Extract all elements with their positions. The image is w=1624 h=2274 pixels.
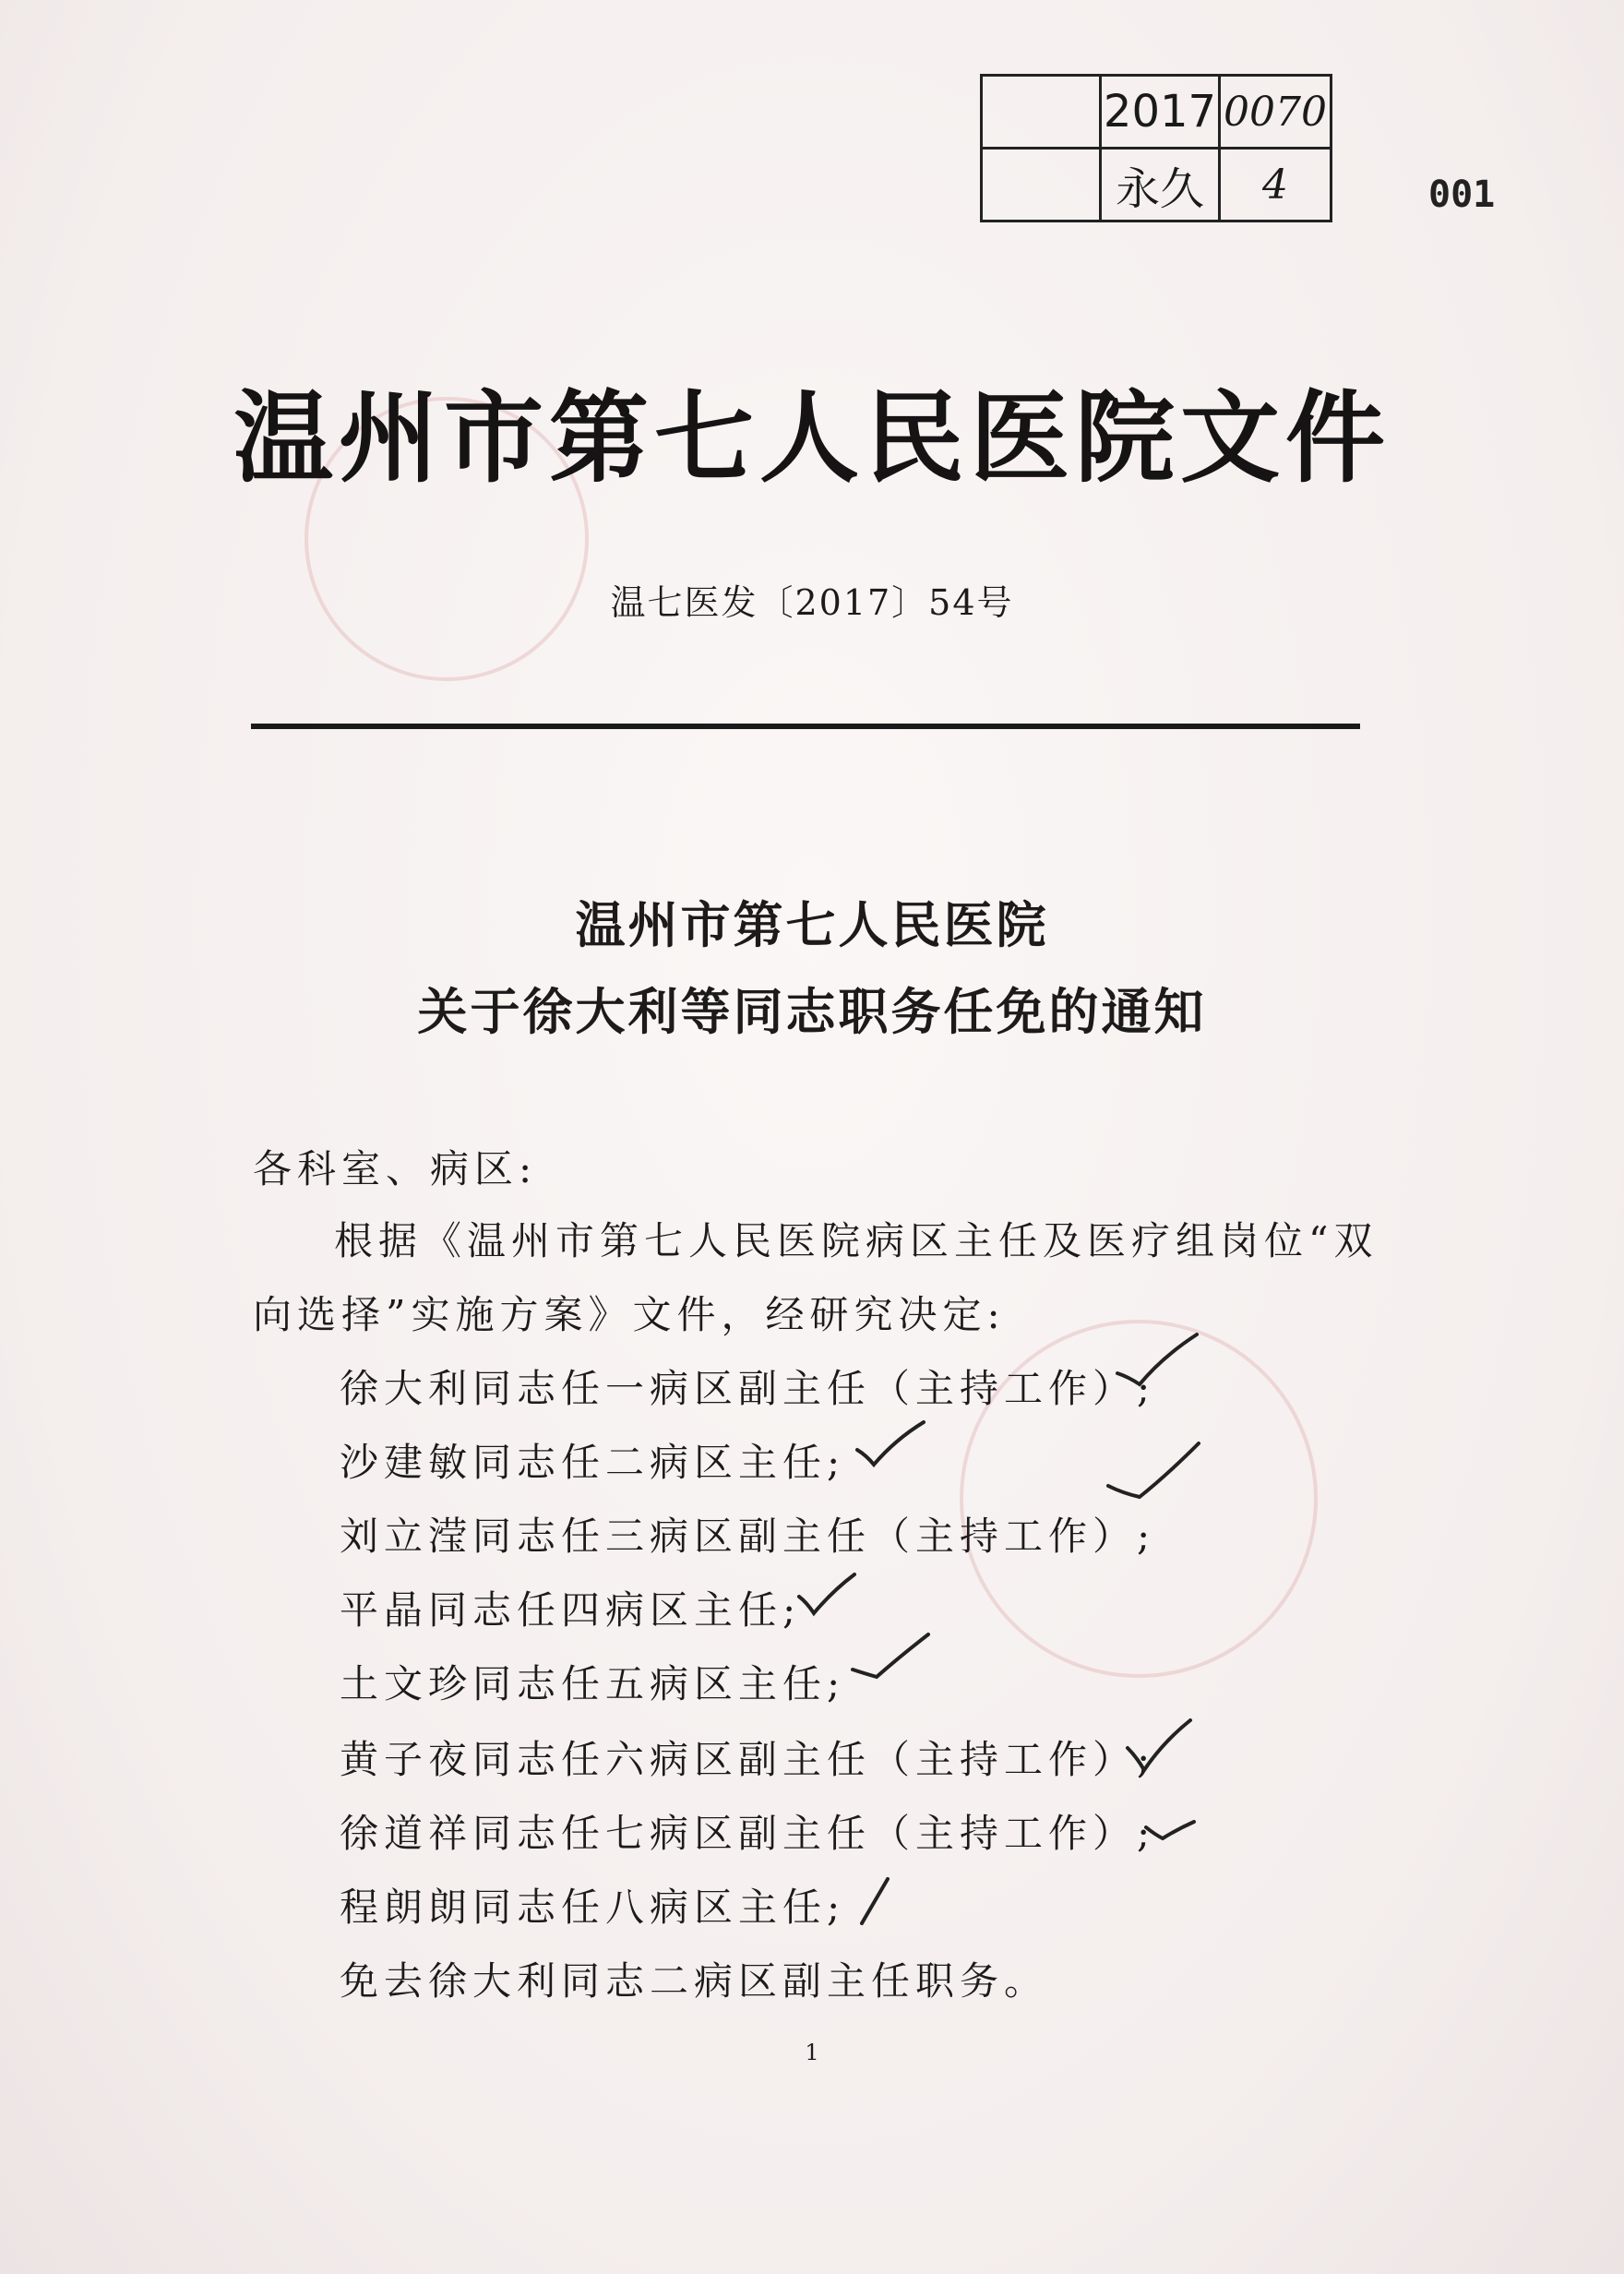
check-mark-icon xyxy=(1112,1329,1204,1394)
notice-title-line1: 温州市第七人民医院 xyxy=(575,896,1049,954)
appointment-item: 平晶同志任四病区主任; xyxy=(340,1587,802,1633)
document-number: 温七医发〔2017〕54号 xyxy=(610,582,1014,623)
appointment-item: 黄子夜同志任六病区副主任（主持工作）; xyxy=(340,1737,1156,1782)
header-divider xyxy=(251,724,1360,729)
appointment-item: 沙建敏同志任二病区主任; xyxy=(340,1440,846,1485)
intro-line-1: 根据《温州市第七人民医院病区主任及医疗组岗位“双 xyxy=(334,1218,1379,1263)
archive-box: 4 xyxy=(1220,149,1331,221)
intro-line-2: 向选择”实施方案》文件，经研究决定: xyxy=(253,1292,1006,1337)
page-code: 001 xyxy=(1428,174,1496,216)
check-mark-icon xyxy=(1103,1440,1204,1504)
check-mark-icon xyxy=(1124,1715,1198,1779)
dismissal-item: 免去徐大利同志二病区副主任职务。 xyxy=(340,1958,1049,2004)
appointment-item: 土文珍同志任五病区主任; xyxy=(340,1661,846,1706)
check-mark-icon xyxy=(849,1629,932,1684)
check-mark-icon xyxy=(1142,1814,1198,1846)
issuer-header: 温州市第七人民医院文件 xyxy=(233,381,1391,497)
archive-serial: 0070 xyxy=(1220,76,1331,149)
appointment-item: 徐大利同志任一病区副主任（主持工作）; xyxy=(340,1366,1156,1411)
addressee: 各科室、病区: xyxy=(253,1146,538,1191)
notice-title-line2: 关于徐大利等同志职务任免的通知 xyxy=(417,983,1207,1041)
check-mark-icon xyxy=(854,1417,927,1472)
archive-retention: 永久 xyxy=(1101,149,1220,221)
archive-year: 2017 xyxy=(1101,76,1220,149)
appointment-item: 刘立滢同志任三病区副主任（主持工作）; xyxy=(340,1514,1156,1559)
check-mark-icon xyxy=(856,1873,893,1929)
appointment-item: 程朗朗同志任八病区主任; xyxy=(340,1885,846,1930)
page-number: 1 xyxy=(805,2040,819,2065)
appointment-item: 徐道祥同志任七病区副主任（主持工作）; xyxy=(340,1811,1156,1856)
archive-stamp xyxy=(980,74,1332,222)
check-mark-icon xyxy=(795,1569,860,1624)
